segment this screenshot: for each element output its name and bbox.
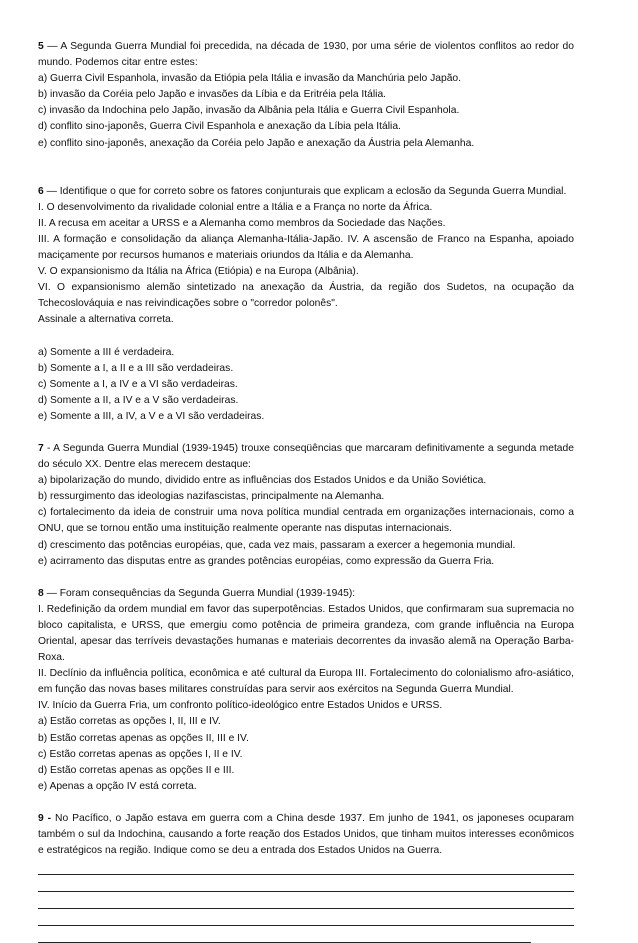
question-5 [38,39,574,152]
option-a: a) bipolarização do mundo, dividido entre as influências dos Estados Unidos e da União Soviética. [38,475,487,487]
question-5-stem: 5 — A Segunda Guerra Mundial foi precedida, na década de 1930, por uma série de violentos conflitos ao redor do mundo. Podemos citar entre estes: [38,41,574,69]
instruction: Assinale a alternativa correta. [38,314,174,326]
option-a: a) Estão corretas as opções I, II, III e IV. [38,716,221,728]
statement-ii: II. A recusa em aceitar a URSS e a Alemanha como membros da Sociedade das Nações. [38,217,446,229]
answer-lines [38,859,574,943]
option-e: e) Apenas a opção IV está correta. [38,780,197,792]
question-7 [38,441,574,570]
statement-iv: IV. Início da Guerra Fria, um confronto político-ideológico entre Estados Unidos e URSS. [38,700,443,712]
statement-v: V. O expansionismo da Itália na África (Etiópia) e na Europa (Albânia). [38,266,359,278]
question-number: 6 [38,185,44,197]
answer-line[interactable] [38,893,574,909]
answer-line[interactable] [38,910,574,926]
statement-iii-iv: III. A formação e consolidação da aliança Alemanha-Itália-Japão. IV. A ascensão de Franco na Espanha, apoiado maciçamente por recursos humanos e materiais oriundos da Itália e da Alemanha. [38,233,574,262]
question-8 [38,586,574,795]
option-b: b) ressurgimento das ideologias nazifascistas, principalmente na Alemanha. [38,491,385,503]
statement-i: I. O desenvolvimento da rivalidade colonial entre a Itália e a França no norte da África. [38,201,433,213]
answer-line[interactable] [38,927,531,943]
option-c: c) invasão da Indochina pelo Japão, invasão da Albânia pela Itália e Guerra Civil Espanhola. [38,105,460,117]
option-c: c) fortalecimento da ideia de construir uma nova política mundial centrada em organizações internacionais, como a ONU, que se tornou então uma instituição realmente operante nas disputas internacionais. [38,507,574,535]
question-6 [38,184,574,425]
option-c: c) Somente a I, a IV e a VI são verdadeiras. [38,378,238,390]
question-9-stem: 9 - No Pacífico, o Japão estava em guerra com a China desde 1937. Em junho de 1941, os japoneses ocuparam também o sul da Indochina, causando a forte reação dos Estados Unidos, que tinham muitos interesses econômicos e estratégicos na região. Indique como se deu a entrada dos Estados Unidos na Guerra. [38,812,574,857]
question-number: 8 [38,587,44,599]
option-e: e) Somente a III, a IV, a V e a VI são verdadeiras. [38,410,265,422]
question-number: 7 [38,442,44,454]
option-d: d) conflito sino-japonês, Guerra Civil Espanhola e anexação da Líbia pela Itália. [38,121,401,133]
option-e: e) acirramento das disputas entre as grandes potências européias, como expressão da Guerra Fria. [38,555,495,567]
question-number: 9 - [38,812,52,824]
option-e: e) conflito sino-japonês, anexação da Coréia pelo Japão e anexação da Áustria pela Alemanha. [38,137,475,149]
answer-line[interactable] [38,859,574,875]
option-c: c) Estão corretas apenas as opções I, II e IV. [38,748,243,760]
option-d: d) Somente a II, a IV e a V são verdadeiras. [38,394,239,406]
option-d: d) crescimento das potências européias, que, cada vez mais, passaram a exercer a hegemonia mundial. [38,539,516,551]
option-b: b) Estão corretas apenas as opções II, III e IV. [38,732,249,744]
question-8-stem: 8 — Foram consequências da Segunda Guerra Mundial (1939-1945): [38,587,356,599]
option-d: d) Estão corretas apenas as opções II e III. [38,764,235,776]
option-a: a) Guerra Civil Espanhola, invasão da Etiópia pela Itália e invasão da Manchúria pelo Japão. [38,73,462,85]
question-7-stem: 7 - A Segunda Guerra Mundial (1939-1945) trouxe conseqüências que marcaram definitivamente a segunda metade do século XX. Dentre elas merecem destaque: [38,442,574,471]
question-9 [38,811,574,943]
statement-ii-iii: II. Declínio da influência política, econômica e até cultural da Europa III. Fortalecimento do colonialismo afro-asiático, em função das novas bases militares construídas para servir aos exércitos na Segunda Guerra Mundial. [38,668,574,696]
option-a: a) Somente a III é verdadeira. [38,346,175,358]
option-b: b) invasão da Coréia pelo Japão e invasões da Líbia e da Eritréia pela Itália. [38,89,387,101]
statement-i: I. Redefinição da ordem mundial em favor das superpotências. Estados Unidos, que confirmaram sua supremacia no bloco capitalista, e URSS, que emergiu como potência de primeira grandeza, com grande influência na Europa Oriental, apesar das terríveis devastações humanas e materiais decorrentes da invasão alemã na Operação Barba-Roxa. [38,603,574,664]
question-6-stem: 6 — Identifique o que for correto sobre os fatores conjunturais que explicam a eclosão da Segunda Guerra Mundial. [38,185,567,197]
question-number: 5 [38,41,44,52]
statement-vi: VI. O expansionismo alemão sintetizado na anexação da Áustria, da região dos Sudetos, na ocupação da Tchecoslováquia e nas reivindicações sobre o "corredor polonês". [38,282,574,310]
answer-line[interactable] [38,876,574,892]
option-b: b) Somente a I, a II e a III são verdadeiras. [38,362,234,374]
